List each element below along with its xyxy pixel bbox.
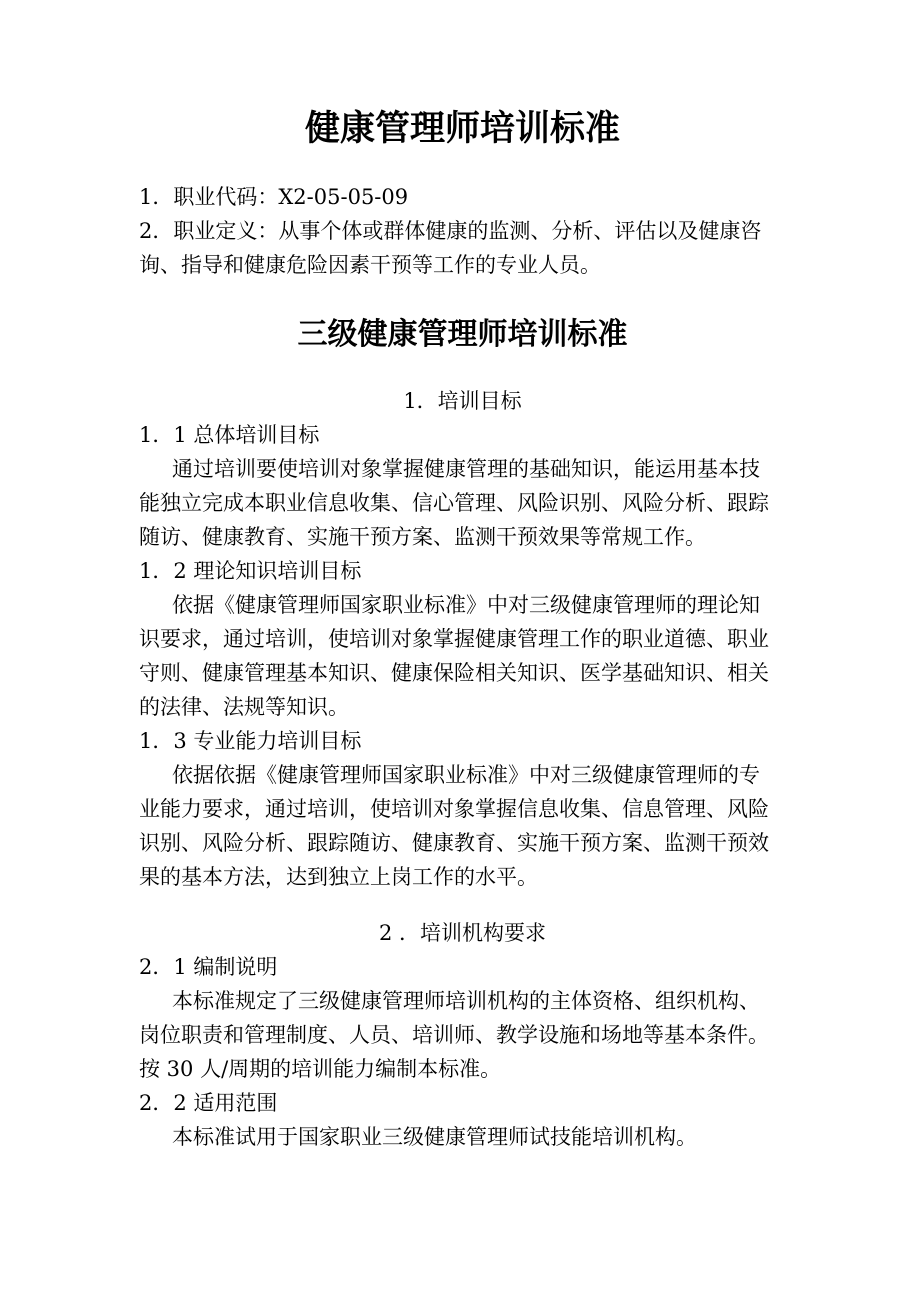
subsection-2-1-heading: 2．1 编制说明 [139,955,278,979]
paragraph-line: 果的基本方法，达到独立上岗工作的水平。 [139,865,538,889]
occupation-definition-line-1: 2．职业定义：从事个体或群体健康的监测、分析、评估以及健康咨 [139,219,762,243]
paragraph-line: 岗位职责和管理制度、人员、培训师、教学设施和场地等基本条件。 [139,1023,769,1047]
paragraph-line: 识别、风险分析、跟踪随访、健康教育、实施干预方案、监测干预效 [139,831,769,855]
paragraph-line: 依据依据《健康管理师国家职业标准》中对三级健康管理师的专 [172,763,760,787]
occupation-code: 1．职业代码：X2-05-05-09 [139,185,409,209]
paragraph-line: 依据《健康管理师国家职业标准》中对三级健康管理师的理论知 [172,593,760,617]
part-1-heading: 1．培训目标 [403,389,522,413]
paragraph-line: 能独立完成本职业信息收集、信心管理、风险识别、风险分析、跟踪 [139,491,769,515]
subsection-2-2-heading: 2．2 适用范围 [139,1091,278,1115]
part-2-heading: 2 ．培训机构要求 [378,921,547,945]
paragraph-line: 的法律、法规等知识。 [139,695,349,719]
subsection-1-3-heading: 1．3 专业能力培训目标 [139,729,362,753]
paragraph-line: 识要求，通过培训，使培训对象掌握健康管理工作的职业道德、职业 [139,627,769,651]
subsection-1-2-heading: 1．2 理论知识培训目标 [139,559,362,583]
paragraph-line: 本标准试用于国家职业三级健康管理师试技能培训机构。 [172,1125,697,1149]
document-title: 健康管理师培训标准 [304,108,620,149]
paragraph-line: 本标准规定了三级健康管理师培训机构的主体资格、组织机构、 [172,989,760,1013]
subsection-1-1-heading: 1．1 总体培训目标 [139,423,320,447]
paragraph-line: 随访、健康教育、实施干预方案、监测干预效果等常规工作。 [139,525,706,549]
paragraph-line: 按 30 人/周期的培训能力编制本标准。 [139,1057,502,1081]
section-title: 三级健康管理师培训标准 [297,317,628,352]
paragraph-line: 通过培训要使培训对象掌握健康管理的基础知识，能运用基本技 [172,457,760,481]
paragraph-line: 守则、健康管理基本知识、健康保险相关知识、医学基础知识、相关 [139,661,769,685]
occupation-definition-line-2: 询、指导和健康危险因素干预等工作的专业人员。 [139,253,601,277]
paragraph-line: 业能力要求，通过培训，使培训对象掌握信息收集、信息管理、风险 [139,797,769,821]
